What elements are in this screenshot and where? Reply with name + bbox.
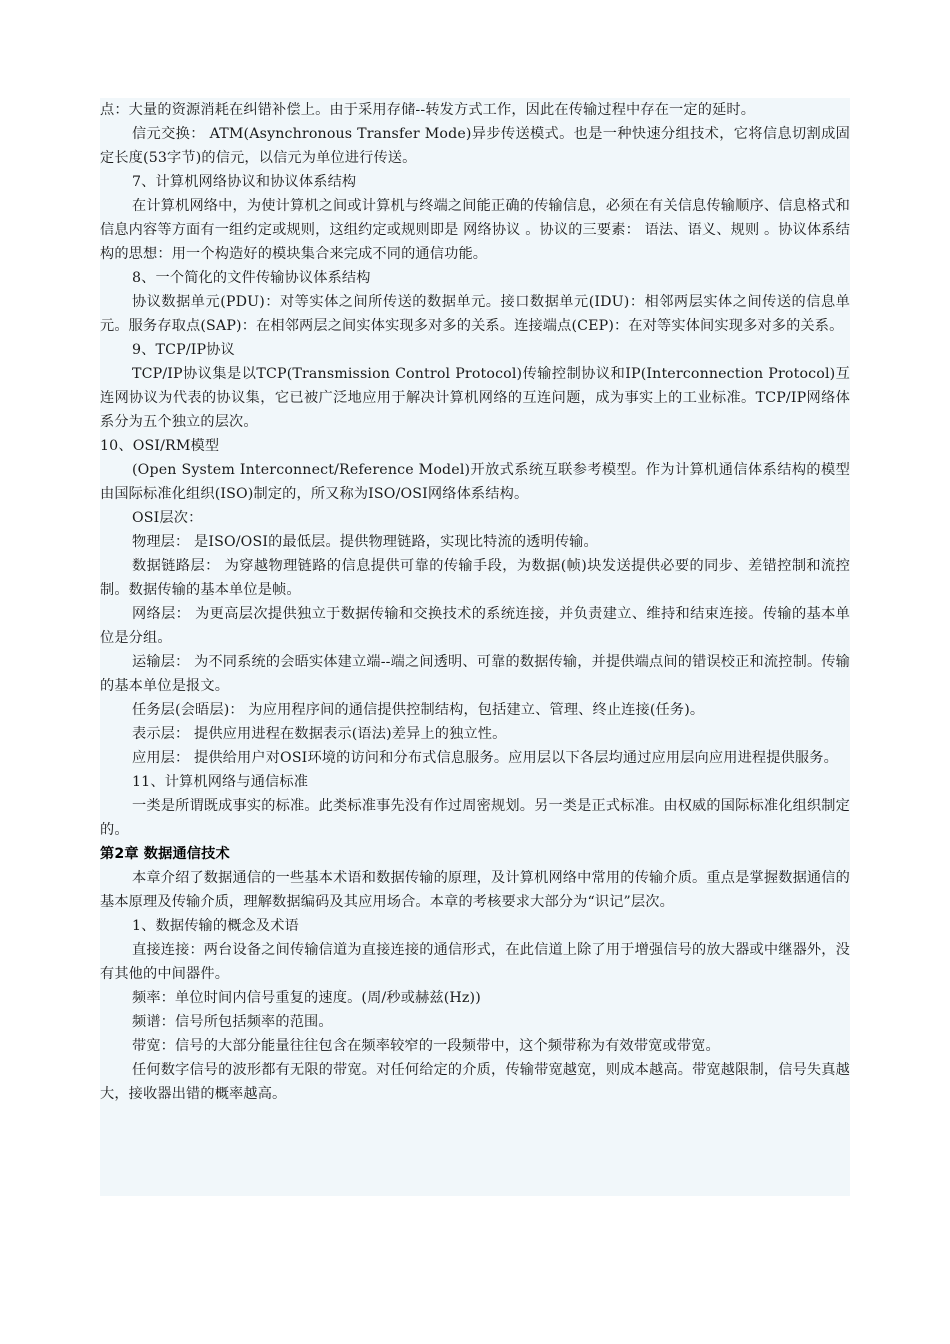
paragraph: 信元交换： ATM(Asynchronous Transfer Mode)异步传送模式。也是一种快速分组技术，它将信息切割成固定长度(53字节)的信元，以信元为单位进行传送。 xyxy=(100,126,850,166)
paragraph: (Open System Interconnect/Reference Model)开放式系统互联参考模型。作为计算机通信体系结构的模型由国际标准化组织(ISO)制定的，所又称为ISO/OSI网络体系结构。 xyxy=(100,462,850,502)
paragraph: 1、数据传输的概念及术语 xyxy=(132,918,299,934)
paragraph: 点：大量的资源消耗在纠错补偿上。由于采用存储--转发方式工作，因此在传输过程中存在一定的延时。 xyxy=(100,102,756,118)
paragraph: 本章介绍了数据通信的一些基本术语和数据传输的原理，及计算机网络中常用的传输介质。重点是掌握数据通信的基本原理及传输介质，理解数据编码及其应用场合。本章的考核要求大部分为“识记”层次。 xyxy=(100,870,850,910)
paragraph: 应用层： 提供给用户对OSI环境的访问和分布式信息服务。应用层以下各层均通过应用层向应用进程提供服务。 xyxy=(132,750,838,766)
paragraph: 运输层： 为不同系统的会晤实体建立端--端之间透明、可靠的数据传输，并提供端点间的错误校正和流控制。传输的基本单位是报文。 xyxy=(100,654,850,694)
paragraph: 一类是所谓既成事实的标准。此类标准事先没有作过周密规划。另一类是正式标准。由权威的国际标准化组织制定的。 xyxy=(100,798,850,838)
paragraph: 频谱：信号所包括频率的范围。 xyxy=(132,1014,333,1030)
paragraph: 11、计算机网络与通信标准 xyxy=(132,774,309,790)
paragraph: 9、TCP/IP协议 xyxy=(132,342,235,358)
paragraph: 数据链路层： 为穿越物理链路的信息提供可靠的传输手段，为数据(帧)块发送提供必要的同步、差错控制和流控制。数据传输的基本单位是帧。 xyxy=(100,558,850,598)
paragraph: 物理层： 是ISO/OSI的最低层。提供物理链路，实现比特流的透明传输。 xyxy=(132,534,598,550)
paragraph: 在计算机网络中，为使计算机之间或计算机与终端之间能正确的传输信息，必须在有关信息传输顺序、信息格式和信息内容等方面有一组约定或规则，这组约定或规则即是 网络协议 。协议的三要素： 语法、语义、规则 。协议体系结构的思想：用一个构造好的模块集合来完成不同的通信功能。 xyxy=(100,198,850,262)
paragraph: TCP/IP协议集是以TCP(Transmission Control Protocol)传输控制协议和IP(Interconnection Protocol)互连网协议为代表的协议集，它已被广泛地应用于解决计算机网络的互连问题，成为事实上的工业标准。TCP/IP网络体系分为五个独立的层次。 xyxy=(100,366,850,430)
document-body xyxy=(100,98,850,1196)
paragraph: 频率：单位时间内信号重复的速度。(周/秒或赫兹(Hz)) xyxy=(132,990,481,1006)
chapter-heading: 第2章 数据通信技术 xyxy=(100,846,230,862)
paragraph: 网络层： 为更高层次提供独立于数据传输和交换技术的系统连接，并负责建立、维持和结束连接。传输的基本单位是分组。 xyxy=(100,606,850,646)
paragraph: 带宽：信号的大部分能量往往包含在频率较窄的一段频带中，这个频带称为有效带宽或带宽。 xyxy=(132,1038,720,1054)
paragraph: 直接连接：两台设备之间传输信道为直接连接的通信形式，在此信道上除了用于增强信号的放大器或中继器外，没有其他的中间器件。 xyxy=(100,942,850,982)
paragraph: 7、计算机网络协议和协议体系结构 xyxy=(132,174,357,190)
paragraph: OSI层次： xyxy=(132,510,203,526)
paragraph: 协议数据单元(PDU)：对等实体之间所传送的数据单元。接口数据单元(IDU)：相邻两层实体之间传送的信息单元。服务存取点(SAP)：在相邻两层之间实体实现多对多的关系。连接端点(CEP)：在对等实体间实现多对多的关系。 xyxy=(100,294,850,334)
paragraph: 10、OSI/RM模型 xyxy=(100,438,220,454)
paragraph: 任务层(会晤层)： 为应用程序间的通信提供控制结构，包括建立、管理、终止连接(任务)。 xyxy=(132,702,705,718)
paragraph: 任何数字信号的波形都有无限的带宽。对任何给定的介质，传输带宽越宽，则成本越高。带宽越限制，信号失真越大，接收器出错的概率越高。 xyxy=(100,1062,850,1102)
paragraph: 表示层： 提供应用进程在数据表示(语法)差异上的独立性。 xyxy=(132,726,507,742)
paragraph: 8、一个简化的文件传输协议体系结构 xyxy=(132,270,371,286)
